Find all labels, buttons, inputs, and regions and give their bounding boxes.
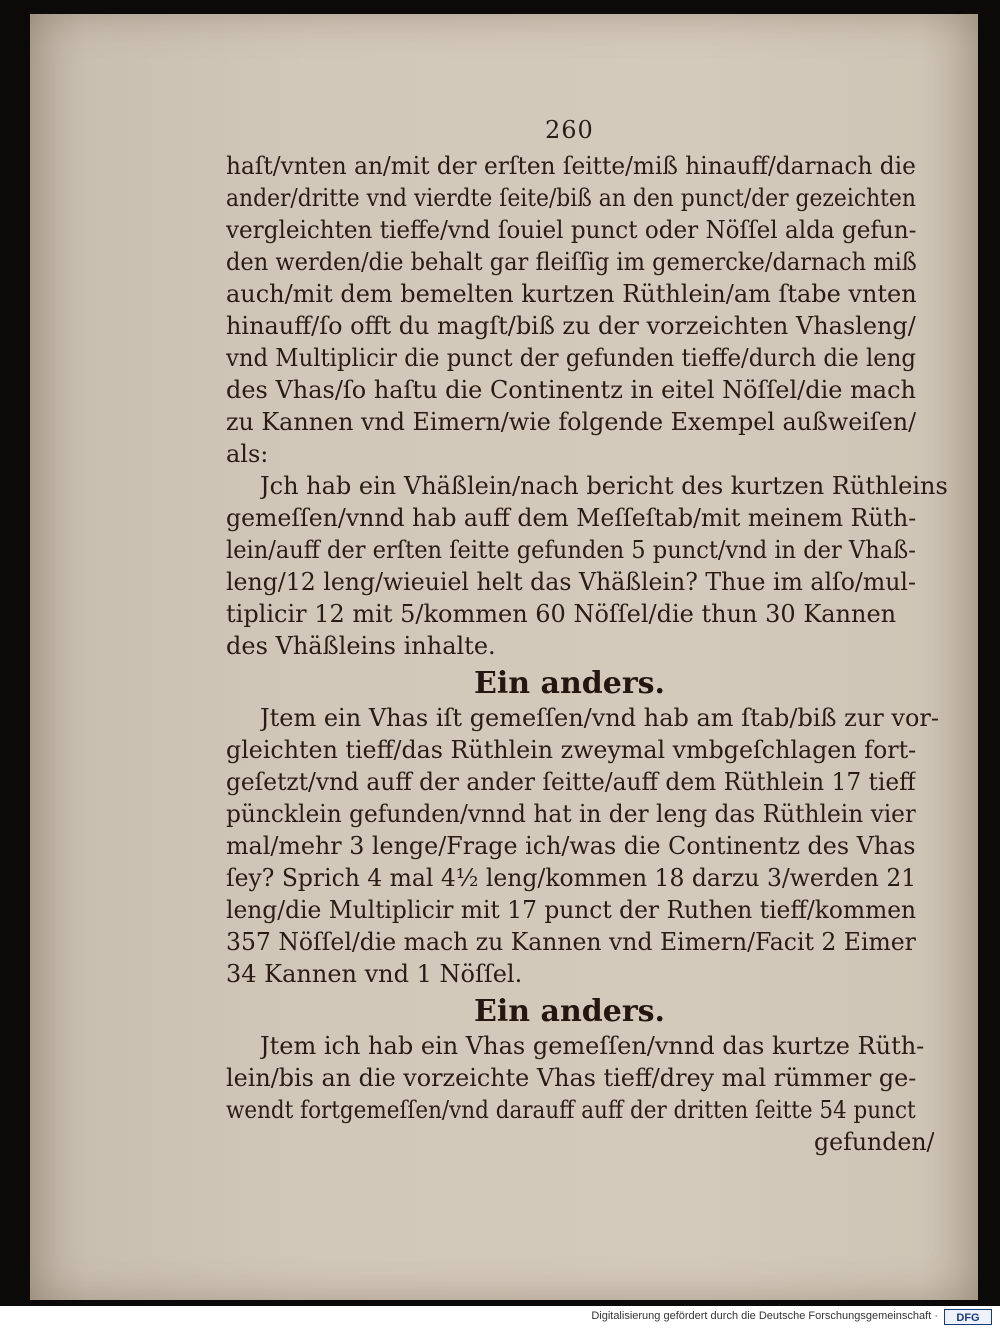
text-line: vnd Multiplicir die punct der gefunden tieffe/durch die leng xyxy=(226,344,916,372)
text-line: zu Kannen vnd Eimern/wie folgende Exempel außweiſen/ xyxy=(226,408,916,436)
text-line: leng/die Multiplicir mit 17 punct der Ruthen tieff/kommen xyxy=(226,896,917,924)
catchword: gefunden/ xyxy=(814,1128,935,1156)
text-line: gleichten tieff/das Rüthlein zweymal vmbgeſchlagen fort- xyxy=(226,736,917,764)
text-line: püncklein gefunden/vnnd hat in der leng das Rüthlein vier xyxy=(226,800,916,828)
text-line: wendt fortgemeſſen/vnd darauff auff der dritten ſeitte 54 punct xyxy=(226,1096,916,1124)
text-line: den werden/die behalt gar fleiſſig im gemercke/darnach miß xyxy=(226,248,917,276)
page-number: 260 xyxy=(545,116,594,144)
text-line: 34 Kannen vnd 1 Nöſſel. xyxy=(226,960,523,988)
text-line: gemeſſen/vnnd hab auff dem Meſſeſtab/mit meinem Rüth- xyxy=(226,504,917,532)
text-line: auch/mit dem bemelten kurtzen Rüthlein/am ſtabe vnten xyxy=(226,280,917,308)
dfg-logo: DFG xyxy=(944,1309,992,1325)
text-line: leng/12 leng/wieuiel helt das Vhäßlein? Thue im alſo/mul- xyxy=(226,568,916,596)
text-line: vergleichten tieffe/vnd ſouiel punct oder Nöſſel alda gefun- xyxy=(226,216,916,244)
text-line: hinauff/ſo offt du magſt/biß zu der vorzeichten Vhasleng/ xyxy=(226,312,916,340)
text-line: Jtem ein Vhas iſt gemeſſen/vnd hab am ſtab/biß zur vor- xyxy=(260,704,939,732)
footer-credit: Digitalisierung gefördert durch die Deutsche Forschungsgemeinschaft · xyxy=(591,1310,938,1322)
section-heading: Ein anders. xyxy=(474,994,665,1029)
text-line: geſetzt/vnd auff der ander ſeitte/auff dem Rüthlein 17 tieff xyxy=(226,768,916,796)
text-line: Jch hab ein Vhäßlein/nach bericht des kurtzen Rüthleins xyxy=(260,472,948,500)
text-line: lein/auff der erſten ſeitte gefunden 5 punct/vnd in der Vhaß- xyxy=(226,536,916,564)
text-line: ander/dritte vnd vierdte ſeite/biß an den punct/der gezeichten xyxy=(226,184,916,212)
text-line: Jtem ich hab ein Vhas gemeſſen/vnnd das kurtze Rüth- xyxy=(260,1032,925,1060)
text-line: des Vhas/ſo haſtu die Continentz in eitel Nöſſel/die mach xyxy=(226,376,916,404)
text-line: als: xyxy=(226,440,269,468)
section-heading: Ein anders. xyxy=(474,666,665,701)
text-line: lein/bis an die vorzeichte Vhas tieff/drey mal rümmer ge- xyxy=(226,1064,916,1092)
text-line: ſey? Sprich 4 mal 4½ leng/kommen 18 darzu 3/werden 21 xyxy=(226,864,916,892)
text-line: mal/mehr 3 lenge/Frage ich/was die Continentz des Vhas xyxy=(226,832,916,860)
text-line: haſt/vnten an/mit der erſten ſeitte/miß hinauff/darnach die xyxy=(226,152,916,180)
text-line: 357 Nöſſel/die mach zu Kannen vnd Eimern/Facit 2 Eimer xyxy=(226,928,916,956)
text-line: tiplicir 12 mit 5/kommen 60 Nöſſel/die thun 30 Kannen xyxy=(226,600,897,628)
footer-bar xyxy=(0,1306,1000,1330)
text-line: des Vhäßleins inhalte. xyxy=(226,632,496,660)
